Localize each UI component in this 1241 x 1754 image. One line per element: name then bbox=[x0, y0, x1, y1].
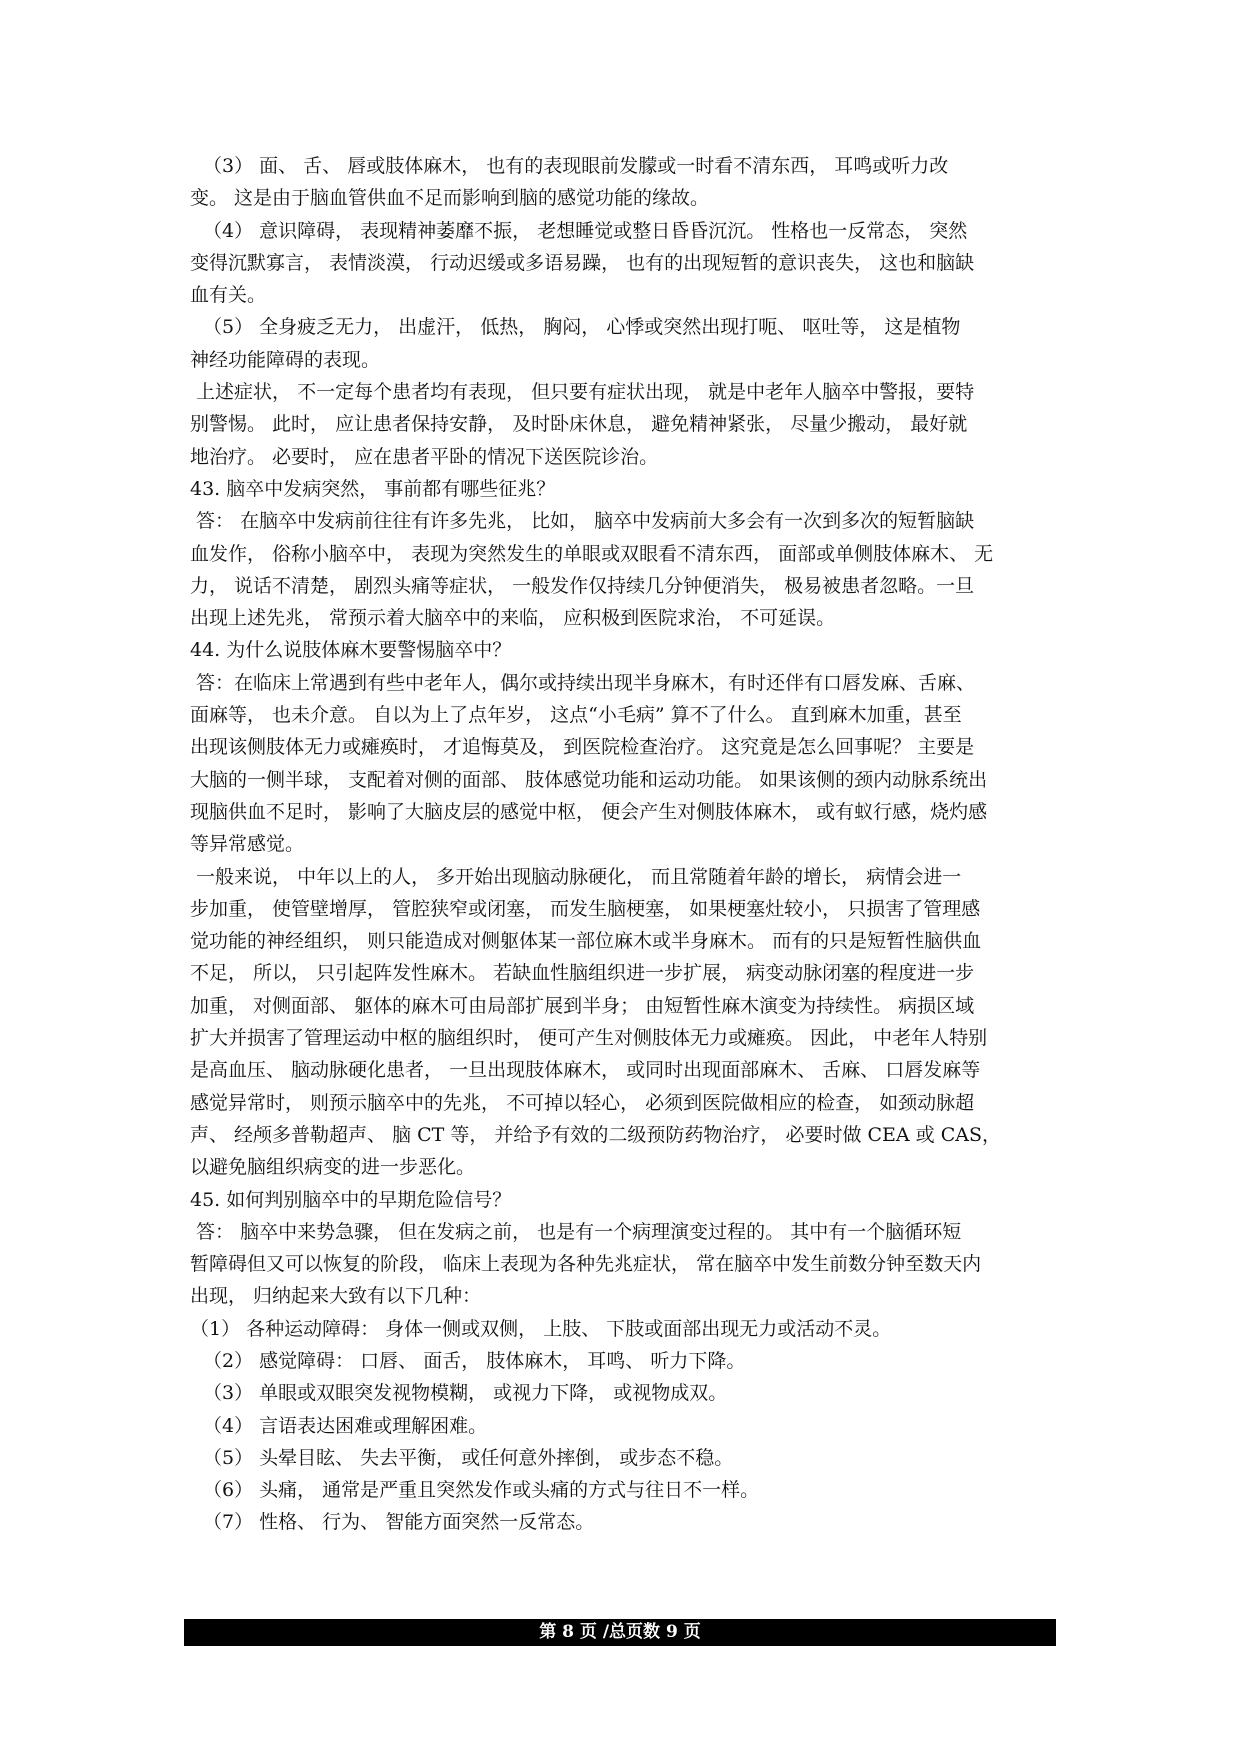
text-line: （5） 全身疲乏无力， 出虚汗， 低热， 胸闷， 心悸或突然出现打呃、 呕吐等， 这是植物 bbox=[203, 316, 961, 339]
text-line: （2） 感觉障碍： 口唇、 面舌， 肢体麻木， 耳鸣、 听力下降。 bbox=[203, 1349, 746, 1372]
text-line: （7） 性格、 行为、 智能方面突然一反常态。 bbox=[203, 1511, 595, 1534]
text-line: 暂障碍但又可以恢复的阶段， 临床上表现为各种先兆症状， 常在脑卒中发生前数分钟至数天内 bbox=[190, 1253, 982, 1276]
text-line: （4） 意识障碍， 表现精神萎靡不振， 老想睡觉或整日昏昏沉沉。 性格也一反常态， 突然 bbox=[203, 219, 968, 242]
text-line: 43. 脑卒中发病突然， 事前都有哪些征兆？ bbox=[190, 477, 556, 500]
page-footer-bar bbox=[184, 1619, 1056, 1646]
text-line: 答： 在脑卒中发病前往往有许多先兆， 比如， 脑卒中发病前大多会有一次到多次的短暂脑缺 bbox=[190, 510, 975, 533]
text-line: 上述症状， 不一定每个患者均有表现， 但只要有症状出现， 就是中老年人脑卒中警报，要特 bbox=[190, 381, 975, 404]
text-line: 现脑供血不足时， 影响了大脑皮层的感觉中枢， 便会产生对侧肢体麻木， 或有蚁行感，烧灼感 bbox=[190, 800, 988, 823]
text-line: 声、 经颅多普勒超声、 脑 CT 等， 并给予有效的二级预防药物治疗， 必要时做 CEA 或 CAS， bbox=[190, 1123, 1001, 1146]
text-line: 步加重， 使管壁增厚， 管腔狭窄或闭塞， 而发生脑梗塞， 如果梗塞灶较小， 只损害了管理感 bbox=[190, 897, 981, 920]
text-line: 出现， 归纳起来大致有以下几种： bbox=[190, 1285, 482, 1308]
text-line: 等异常感觉。 bbox=[190, 833, 305, 856]
text-line: 以避免脑组织病变的进一步恶化。 bbox=[190, 1156, 476, 1179]
text-line: 神经功能障碍的表现。 bbox=[190, 348, 381, 371]
text-line: （5） 头晕目眩、 失去平衡， 或任何意外摔倒， 或步态不稳。 bbox=[203, 1446, 734, 1469]
text-line: （6） 头痛， 通常是严重且突然发作或头痛的方式与往日不一样。 bbox=[203, 1479, 760, 1502]
text-line: 加重， 对侧面部、 躯体的麻木可由局部扩展到半身； 由短暂性麻木演变为持续性。 病损区域 bbox=[190, 994, 975, 1017]
text-line: 面麻等， 也未介意。 自以为上了点年岁， 这点“小毛病” 算不了什么。 直到麻木加重，甚至 bbox=[190, 704, 962, 727]
text-line: 出现上述先兆， 常预示着大脑卒中的来临， 应积极到医院求治， 不可延误。 bbox=[190, 607, 836, 630]
text-line: 感觉异常时， 则预示脑卒中的先兆， 不可掉以轻心， 必须到医院做相应的检查， 如颈动脉超 bbox=[190, 1091, 975, 1114]
text-line: （4） 言语表达困难或理解困难。 bbox=[203, 1414, 488, 1437]
text-line: （3） 单眼或双眼突发视物模糊， 或视力下降， 或视物成双。 bbox=[203, 1382, 728, 1405]
text-line: 血发作， 俗称小脑卒中， 表现为突然发生的单眼或双眼看不清东西， 面部或单侧肢体麻木、 无 bbox=[190, 542, 994, 565]
text-line: 扩大并损害了管理运动中枢的脑组织时， 便可产生对侧肢体无力或瘫痪。 因此， 中老年人特别 bbox=[190, 1027, 988, 1050]
text-line: （1） 各种运动障碍： 身体一侧或双侧， 上肢、 下肢或面部出现无力或活动不灵。 bbox=[190, 1317, 892, 1340]
text-line: 别警惕。 此时， 应让患者保持安静， 及时卧床休息， 避免精神紧张， 尽量少搬动， 最好就 bbox=[190, 413, 968, 436]
text-line: 血有关。 bbox=[190, 284, 267, 307]
page-number-label: 第 8 页 /总页数 9 页 bbox=[539, 1622, 701, 1642]
text-line: （3） 面、 舌、 唇或肢体麻木， 也有的表现眼前发朦或一时看不清东西， 耳鸣或听力改 bbox=[203, 155, 949, 177]
text-line: 一般来说， 中年以上的人， 多开始出现脑动脉硬化， 而且常随着年龄的增长， 病情会进一 bbox=[190, 865, 962, 888]
text-line: 45. 如何判别脑卒中的早期危险信号？ bbox=[190, 1188, 512, 1211]
text-line: 变得沉默寡言， 表情淡漠， 行动迟缓或多语易躁， 也有的出现短暂的意识丧失， 这也和脑缺 bbox=[190, 251, 975, 274]
text-line: 出现该侧肢体无力或瘫痪时， 才追悔莫及， 到医院检查治疗。 这究竟是怎么回事呢？ 主要是 bbox=[190, 736, 975, 759]
document-body bbox=[190, 150, 1060, 1539]
text-line: 不足， 所以， 只引起阵发性麻木。 若缺血性脑组织进一步扩展， 病变动脉闭塞的程度进一步 bbox=[190, 962, 975, 985]
text-line: 44. 为什么说肢体麻木要警惕脑卒中？ bbox=[190, 639, 512, 662]
text-line: 觉功能的神经组织， 则只能造成对侧躯体某一部位麻木或半身麻木。 而有的只是短暂性脑供血 bbox=[190, 930, 982, 953]
text-line: 大脑的一侧半球， 支配着对侧的面部、 肢体感觉功能和运动功能。 如果该侧的颈内动脉系统出 bbox=[190, 768, 988, 791]
text-line: 变。 这是由于脑血管供血不足而影响到脑的感觉功能的缘故。 bbox=[190, 187, 710, 210]
text-line: 地治疗。 必要时， 应在患者平卧的情况下送医院诊治。 bbox=[190, 445, 659, 468]
text-line: 答： 脑卒中来势急骤， 但在发病之前， 也是有一个病理演变过程的。 其中有一个脑循环短 bbox=[190, 1220, 962, 1243]
text-line: 力， 说话不清楚， 剧烈头痛等症状， 一般发作仅持续几分钟便消失， 极易被患者忽略。一旦 bbox=[190, 574, 975, 597]
text-line: 是高血压、 脑动脉硬化患者， 一旦出现肢体麻木， 或同时出现面部麻木、 舌麻、 口唇发麻等 bbox=[190, 1059, 981, 1082]
text-line: 答：在临床上常遇到有些中老年人，偶尔或持续出现半身麻木，有时还伴有口唇发麻、舌麻、 bbox=[190, 671, 976, 694]
